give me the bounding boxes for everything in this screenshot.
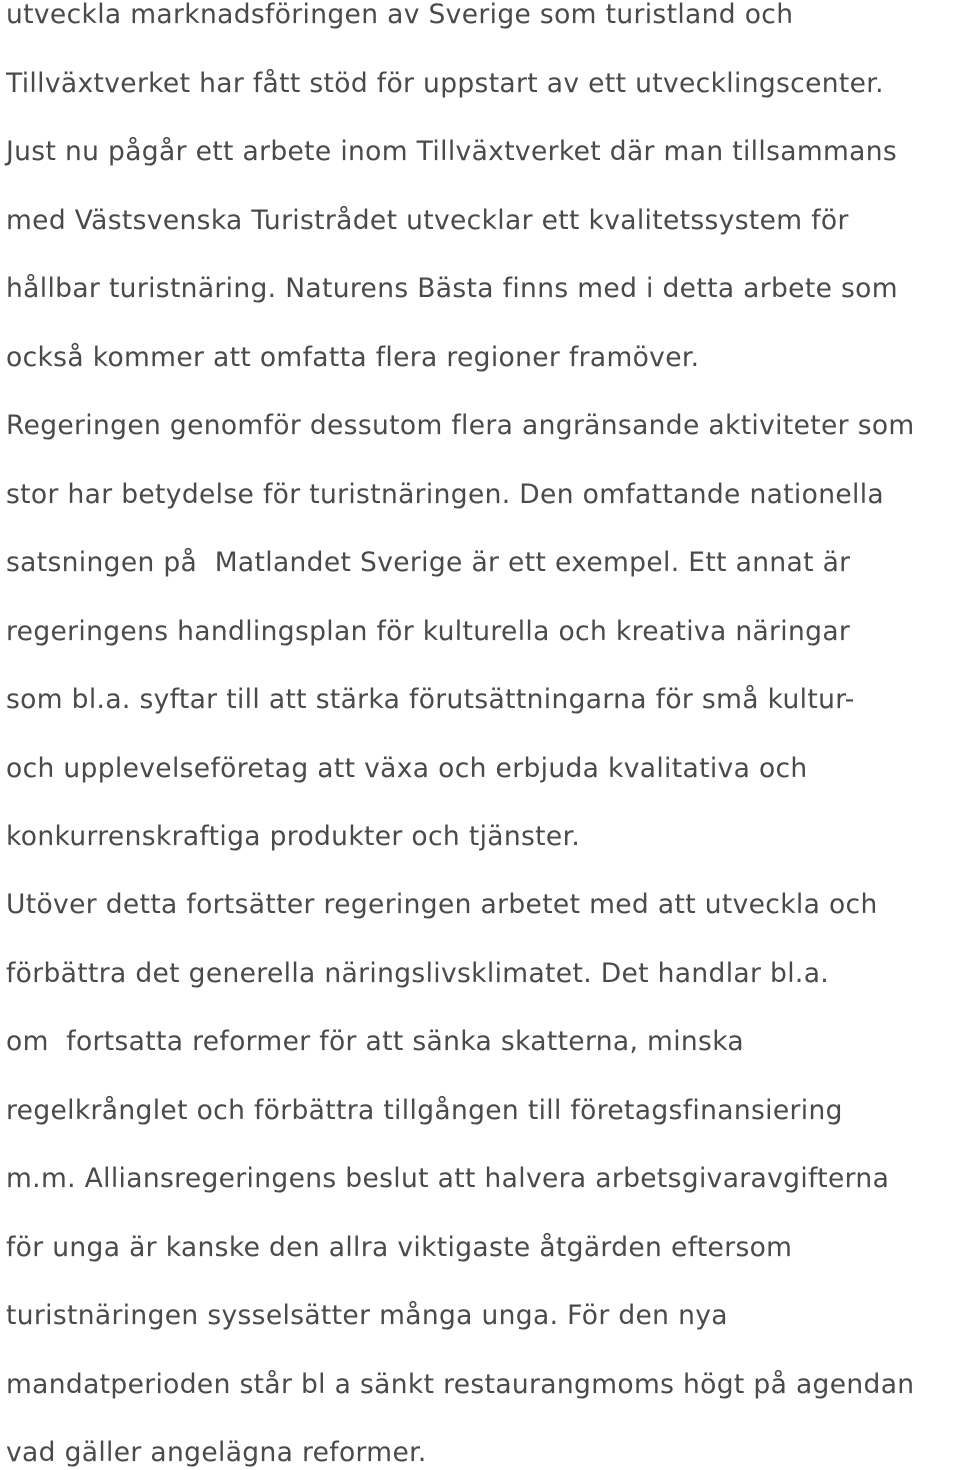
text-line: också kommer att omfatta flera regioner framöver. (6, 342, 700, 373)
text-line: satsningen på Matlandet Sverige är ett exempel. Ett annat är (6, 547, 851, 578)
text-line: Just nu pågår ett arbete inom Tillväxtverket där man tillsammans (6, 136, 898, 167)
text-line: om fortsatta reformer för att sänka skatterna, minska (6, 1026, 745, 1057)
text-line: hållbar turistnäring. Naturens Bästa finns med i detta arbete som (6, 273, 898, 304)
text-line: turistnäringen sysselsätter många unga. För den nya (6, 1300, 728, 1331)
text-line: Tillväxtverket har fått stöd för uppstart av ett utvecklingscenter. (6, 68, 884, 99)
text-line: konkurrenskraftiga produkter och tjänster. (6, 821, 581, 852)
text-line: för unga är kanske den allra viktigaste åtgärden eftersom (6, 1232, 793, 1263)
text-line: stor har betydelse för turistnäringen. Den omfattande nationella (6, 479, 885, 510)
text-line: utveckla marknadsföringen av Sverige som turistland och (6, 0, 794, 30)
text-line: vad gäller angelägna reformer. (6, 1437, 427, 1468)
text-line: och upplevelseföretag att växa och erbjuda kvalitativa och (6, 753, 808, 784)
text-line: m.m. Alliansregeringens beslut att halvera arbetsgivaravgifterna (6, 1163, 890, 1194)
text-line: regelkrånglet och förbättra tillgången till företagsfinansiering (6, 1095, 843, 1126)
text-line: som bl.a. syftar till att stärka förutsättningarna för små kultur- (6, 684, 855, 715)
text-line: regeringens handlingsplan för kulturella och kreativa näringar (6, 616, 851, 647)
text-line: Utöver detta fortsätter regeringen arbetet med att utveckla och (6, 889, 878, 920)
text-line: förbättra det generella näringslivsklimatet. Det handlar bl.a. (6, 958, 830, 989)
text-line: med Västsvenska Turistrådet utvecklar ett kvalitetssystem för (6, 205, 849, 236)
text-line: mandatperioden står bl a sänkt restaurangmoms högt på agendan (6, 1369, 915, 1400)
text-line: Regeringen genomför dessutom flera angränsande aktiviteter som (6, 410, 915, 441)
